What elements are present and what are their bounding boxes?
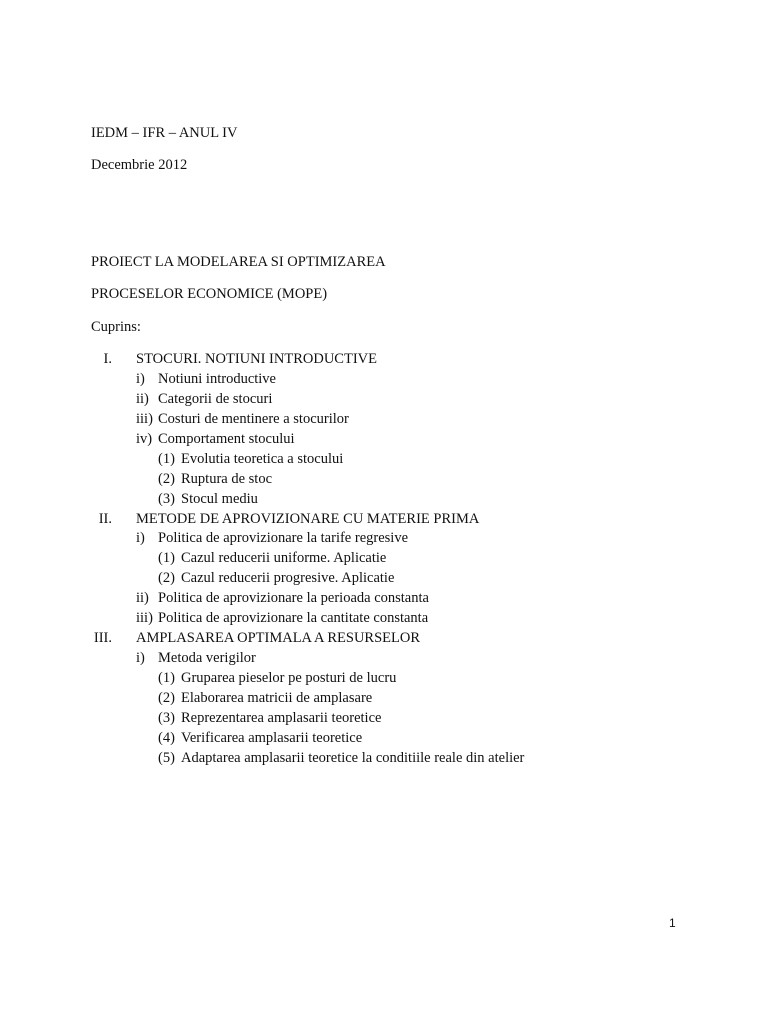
toc-subitem-number: (5) [158, 750, 175, 766]
toc-section-title: METODE DE APROVIZIONARE CU MATERIE PRIMA [136, 511, 480, 527]
toc-item: Costuri de mentinere a stocurilor [158, 411, 349, 427]
toc-subitem: Cazul reducerii progresive. Aplicatie [181, 570, 395, 586]
toc-section-number: I. [103, 351, 112, 367]
toc-subitem-number: (2) [158, 690, 175, 706]
toc-subitem-number: (2) [158, 471, 175, 487]
toc-subitem: Verificarea amplasarii teoretice [181, 730, 363, 746]
toc-subitem-number: (1) [158, 550, 175, 566]
toc-section-number: II. [98, 511, 112, 527]
toc-subitem-number: (3) [158, 491, 175, 507]
toc-item-number: i) [136, 371, 145, 387]
toc-section-title: AMPLASAREA OPTIMALA A RESURSELOR [136, 630, 421, 646]
toc-item-number: ii) [136, 590, 149, 606]
toc-subitem: Adaptarea amplasarii teoretice la conditiile reale din atelier [181, 750, 525, 766]
toc-heading: Cuprins: [91, 319, 141, 335]
toc-item: Politica de aprovizionare la tarife regresive [158, 530, 409, 546]
toc-item-number: iii) [136, 610, 153, 626]
toc-subitem: Cazul reducerii uniforme. Aplicatie [181, 550, 387, 566]
toc-item-number: iii) [136, 411, 153, 427]
toc-item: Categorii de stocuri [158, 391, 273, 407]
toc-item: Notiuni introductive [158, 371, 276, 387]
toc-item: Metoda verigilor [158, 650, 256, 666]
title-line-1: PROIECT LA MODELAREA SI OPTIMIZAREA [91, 254, 386, 270]
toc-item-number: i) [136, 650, 145, 666]
toc-item: Politica de aprovizionare la cantitate constanta [158, 610, 429, 626]
toc-subitem: Evolutia teoretica a stocului [181, 451, 344, 467]
header-line-1: IEDM – IFR – ANUL IV [91, 125, 238, 141]
toc-section-title: STOCURI. NOTIUNI INTRODUCTIVE [136, 351, 377, 367]
toc-subitem-number: (2) [158, 570, 175, 586]
toc-subitem: Ruptura de stoc [181, 471, 273, 487]
toc-section-number: III. [93, 630, 112, 646]
title-line-2: PROCESELOR ECONOMICE (MOPE) [91, 286, 328, 302]
toc-item: Comportament stocului [158, 431, 295, 447]
toc-subitem: Elaborarea matricii de amplasare [181, 690, 373, 706]
toc-subitem-number: (4) [158, 730, 175, 746]
toc-subitem: Gruparea pieselor pe posturi de lucru [181, 670, 397, 686]
toc-subitem: Stocul mediu [181, 491, 258, 507]
toc-subitem-number: (1) [158, 451, 175, 467]
toc-subitem-number: (3) [158, 710, 175, 726]
header-date: Decembrie 2012 [91, 157, 188, 173]
toc-item-number: ii) [136, 391, 149, 407]
toc-item-number: i) [136, 530, 145, 546]
toc-subitem-number: (1) [158, 670, 175, 686]
page-number: 1 [669, 916, 676, 930]
toc-item: Politica de aprovizionare la perioada constanta [158, 590, 429, 606]
toc-subitem: Reprezentarea amplasarii teoretice [181, 710, 382, 726]
toc-item-number: iv) [136, 431, 153, 447]
